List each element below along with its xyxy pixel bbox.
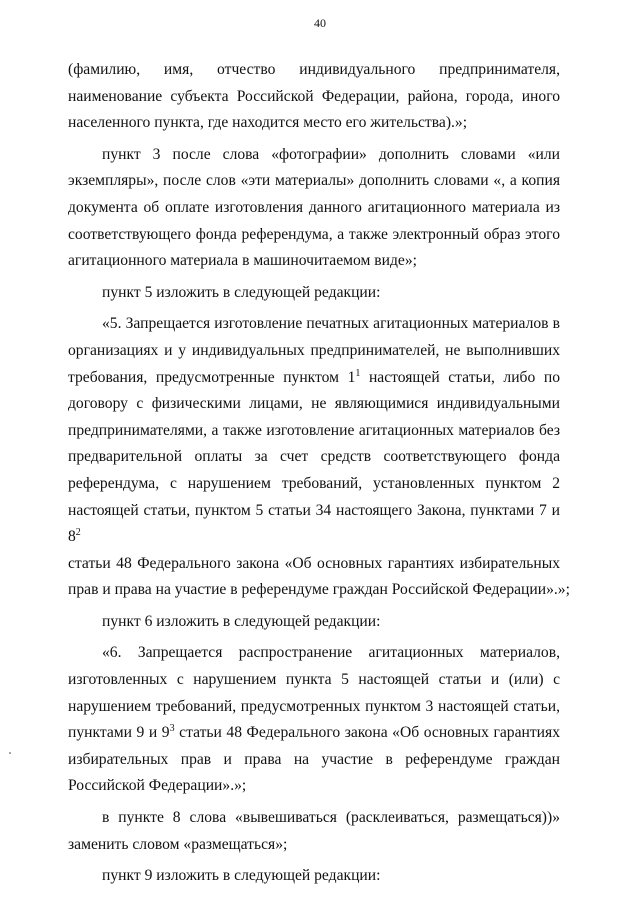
text-line: наименование субъекта Российской Федерации, района, города, иного [68, 87, 560, 105]
text-line: пункт 3 после слова «фотографии» дополнить словами «или [102, 145, 560, 163]
paragraph-point-8 [68, 805, 560, 858]
paragraph-point-3 [68, 142, 560, 275]
text-line: агитационного материала в машиночитаемом виде»; [68, 252, 417, 270]
text-line: предпринимателями, а также изготовление агитационных материалов без [68, 421, 560, 439]
text-fragment: пунктами 9 и 9 [68, 724, 170, 742]
text-line: населенного пункта, где находится место его жительства).»; [68, 114, 468, 132]
text-line: организациях и у индивидуальных предпринимателей, не выполнивших [68, 341, 560, 359]
text-line: Российской Федерации».»; [68, 777, 247, 795]
text-line: нарушением требований, предусмотренных пунктом 3 настоящей статьи, [68, 697, 560, 715]
superscript: 1 [355, 367, 361, 379]
text-line: заменить словом «размещаться»; [68, 835, 288, 853]
text-fragment: настоящей статьи, пунктом 5 статьи 34 настоящего Закона, пунктами 7 и 8 [68, 501, 560, 546]
paragraph-point-5-text [68, 311, 570, 604]
text-fragment: требования, предусмотренные пунктом 1 [68, 368, 356, 386]
text-line-with-superscript [68, 365, 560, 392]
text-line-with-superscript [68, 498, 560, 551]
text-line: изготовленных с нарушением пункта 5 настоящей статьи и (или) с [68, 671, 560, 689]
superscript: 3 [169, 723, 175, 735]
scan-artifact [9, 752, 11, 754]
page-number: 40 [314, 16, 326, 30]
text-line: соответствующего фонда референдума, а также электронный образ этого [68, 225, 560, 243]
text-line: пункт 5 изложить в следующей редакции: [102, 283, 381, 301]
text-fragment: настоящей статьи, либо по [360, 368, 560, 386]
text-line: (фамилию, имя, отчество индивидуального предпринимателя, [68, 61, 560, 78]
paragraph-point-5-intro [68, 280, 560, 307]
superscript: 2 [75, 527, 81, 539]
document-body [68, 57, 570, 895]
text-line: референдума, с нарушением требований, установленных пунктом 2 [68, 474, 560, 492]
text-line: статьи 48 Федерального закона «Об основных гарантиях избирательных [68, 554, 560, 572]
text-line: «5. Запрещается изготовление печатных агитационных материалов в [102, 315, 560, 333]
paragraph-point-6-intro [68, 609, 560, 636]
paragraph-owner-details [68, 57, 560, 137]
paragraph-point-9-intro [68, 863, 560, 890]
text-line-with-superscript [68, 720, 560, 747]
text-line: пункт 9 изложить в следующей редакции: [102, 867, 381, 885]
text-line: «6. Запрещается распространение агитационных материалов, [102, 644, 560, 662]
text-line: прав и права на участие в референдуме граждан Российской Федерации».»; [68, 581, 570, 599]
text-line: предварительной оплаты за счет средств соответствующего фонда [68, 448, 560, 466]
text-line: договору с физическими лицами, не являющимися индивидуальными [68, 395, 560, 413]
text-line: документа об оплате изготовления данного агитационного материала из [68, 198, 560, 216]
text-fragment: статьи 48 Федерального закона «Об основных гарантиях [174, 724, 560, 742]
paragraph-point-6-text [68, 640, 560, 800]
text-line: пункт 6 изложить в следующей редакции: [102, 612, 381, 630]
text-line: в пункте 8 слова «вывешиваться (расклеиваться, размещаться))» [102, 809, 560, 827]
text-line: экземпляры», после слов «эти материалы» дополнить словами «, а копия [68, 172, 560, 190]
text-line: избирательных прав и права на участие в референдуме граждан [68, 750, 560, 768]
